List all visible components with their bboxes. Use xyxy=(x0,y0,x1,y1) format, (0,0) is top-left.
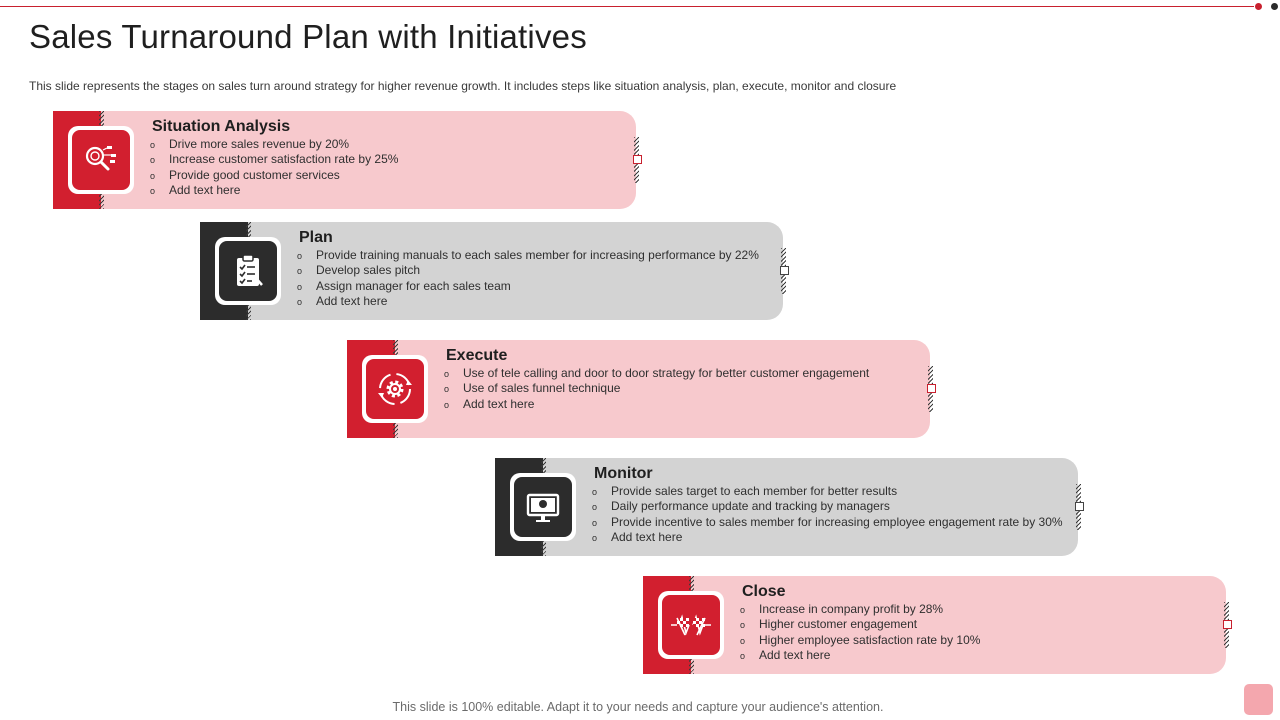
stage-situation-analysis xyxy=(53,111,636,209)
gear-cycle-icon xyxy=(366,359,424,419)
list-item xyxy=(592,484,1063,499)
list-item xyxy=(740,633,980,648)
list-item-text: Assign manager for each sales team xyxy=(316,278,511,293)
list-item xyxy=(592,515,1063,530)
list-item xyxy=(150,137,398,152)
bullet-circle-icon: o xyxy=(297,281,303,292)
stage-close xyxy=(643,576,1226,674)
list-item-text: Use of tele calling and door to door strategy for better customer engagement xyxy=(463,366,870,380)
accent-dot-dark xyxy=(1271,3,1278,10)
bullet-circle-icon: o xyxy=(150,186,156,197)
stage-title: Plan xyxy=(299,229,333,246)
bullet-circle-icon: o xyxy=(444,384,450,395)
stage-item-list xyxy=(444,366,869,412)
list-item-text: Drive more sales revenue by 20% xyxy=(169,137,350,151)
monitor-icon xyxy=(514,477,572,537)
stage-title: Situation Analysis xyxy=(152,118,291,135)
bullet-circle-icon: o xyxy=(592,533,598,544)
bullet-circle-icon: o xyxy=(444,369,450,379)
bullet-circle-icon: o xyxy=(150,170,156,181)
resize-handle[interactable] xyxy=(927,384,936,393)
clipboard-checklist-icon xyxy=(219,241,277,301)
list-item xyxy=(444,397,869,412)
list-item xyxy=(444,366,869,381)
list-item-text: Provide sales target to each member for better results xyxy=(611,484,898,498)
list-item-text: Increase customer satisfaction rate by 25% xyxy=(169,152,399,167)
stage-title: Execute xyxy=(446,347,508,364)
stage-item-list xyxy=(297,248,759,310)
resize-handle[interactable] xyxy=(1223,620,1232,629)
corner-decoration xyxy=(1244,684,1273,715)
icon-frame xyxy=(658,591,724,659)
slide-title: Sales Turnaround Plan with Initiatives xyxy=(29,18,587,55)
list-item-text: Increase in company profit by 28% xyxy=(759,602,944,616)
stage-item-list xyxy=(740,602,980,664)
stage-item-list xyxy=(150,137,398,199)
list-item xyxy=(592,499,1063,514)
list-item xyxy=(740,602,980,617)
list-item-text: Provide incentive to sales member for increasing employee engagement rate by 30% xyxy=(611,514,1063,529)
footer-note: This slide is 100% editable. Adapt it to your needs and capture your audience's attention. xyxy=(392,700,884,714)
list-item-text: Higher customer engagement xyxy=(759,617,918,632)
list-item xyxy=(297,279,759,294)
stage-title: Monitor xyxy=(594,465,653,482)
list-item-text: Provide training manuals to each sales member for increasing performance by 22% xyxy=(316,248,759,262)
list-item xyxy=(150,183,398,198)
stage-monitor xyxy=(495,458,1078,556)
bullet-circle-icon: o xyxy=(592,502,598,513)
bullet-circle-icon: o xyxy=(592,487,598,497)
list-item xyxy=(444,381,869,396)
icon-frame xyxy=(510,473,576,541)
bullet-circle-icon: o xyxy=(740,635,746,646)
bullet-circle-icon: o xyxy=(297,297,303,308)
top-accent-line xyxy=(0,6,1254,7)
list-item xyxy=(150,152,398,167)
bullet-circle-icon: o xyxy=(740,651,746,662)
icon-frame xyxy=(362,355,428,423)
list-item-text: Higher employee satisfaction rate by 10% xyxy=(759,632,981,647)
list-item xyxy=(592,530,1063,545)
list-item xyxy=(297,248,759,263)
list-item xyxy=(297,294,759,309)
list-item-text: Use of sales funnel technique xyxy=(463,381,621,396)
bullet-circle-icon: o xyxy=(444,399,450,410)
bullet-circle-icon: o xyxy=(297,266,303,277)
list-item-text: Add text here xyxy=(169,183,241,198)
stage-plan xyxy=(200,222,783,320)
list-item-text: Add text here xyxy=(316,294,388,309)
slide-subtitle: This slide represents the stages on sales turn around strategy for higher revenue growth. It includes steps like situation analysis, plan, execute, monitor and closure xyxy=(29,79,897,93)
resize-handle[interactable] xyxy=(780,266,789,275)
bullet-circle-icon: o xyxy=(297,251,303,261)
list-item-text: Add text here xyxy=(463,396,535,411)
bullet-circle-icon: o xyxy=(150,155,156,166)
bullet-circle-icon: o xyxy=(150,140,156,150)
list-item-text: Add text here xyxy=(759,648,831,663)
list-item xyxy=(740,648,980,663)
stage-execute xyxy=(347,340,930,438)
list-item-text: Add text here xyxy=(611,530,683,545)
checkered-flags-icon xyxy=(662,595,720,655)
stage-title: Close xyxy=(742,583,786,600)
list-item xyxy=(297,263,759,278)
analysis-magnifier-icon xyxy=(72,130,130,190)
bullet-circle-icon: o xyxy=(740,605,746,615)
list-item-text: Daily performance update and tracking by managers xyxy=(611,499,890,514)
bullet-circle-icon: o xyxy=(740,620,746,631)
list-item-text: Develop sales pitch xyxy=(316,263,421,278)
accent-dot-red xyxy=(1255,3,1262,10)
bullet-circle-icon: o xyxy=(592,517,598,528)
icon-frame xyxy=(68,126,134,194)
resize-handle[interactable] xyxy=(1075,502,1084,511)
list-item xyxy=(740,617,980,632)
resize-handle[interactable] xyxy=(633,155,642,164)
stage-item-list xyxy=(592,484,1063,546)
icon-frame xyxy=(215,237,281,305)
list-item-text: Provide good customer services xyxy=(169,167,340,182)
list-item xyxy=(150,168,398,183)
